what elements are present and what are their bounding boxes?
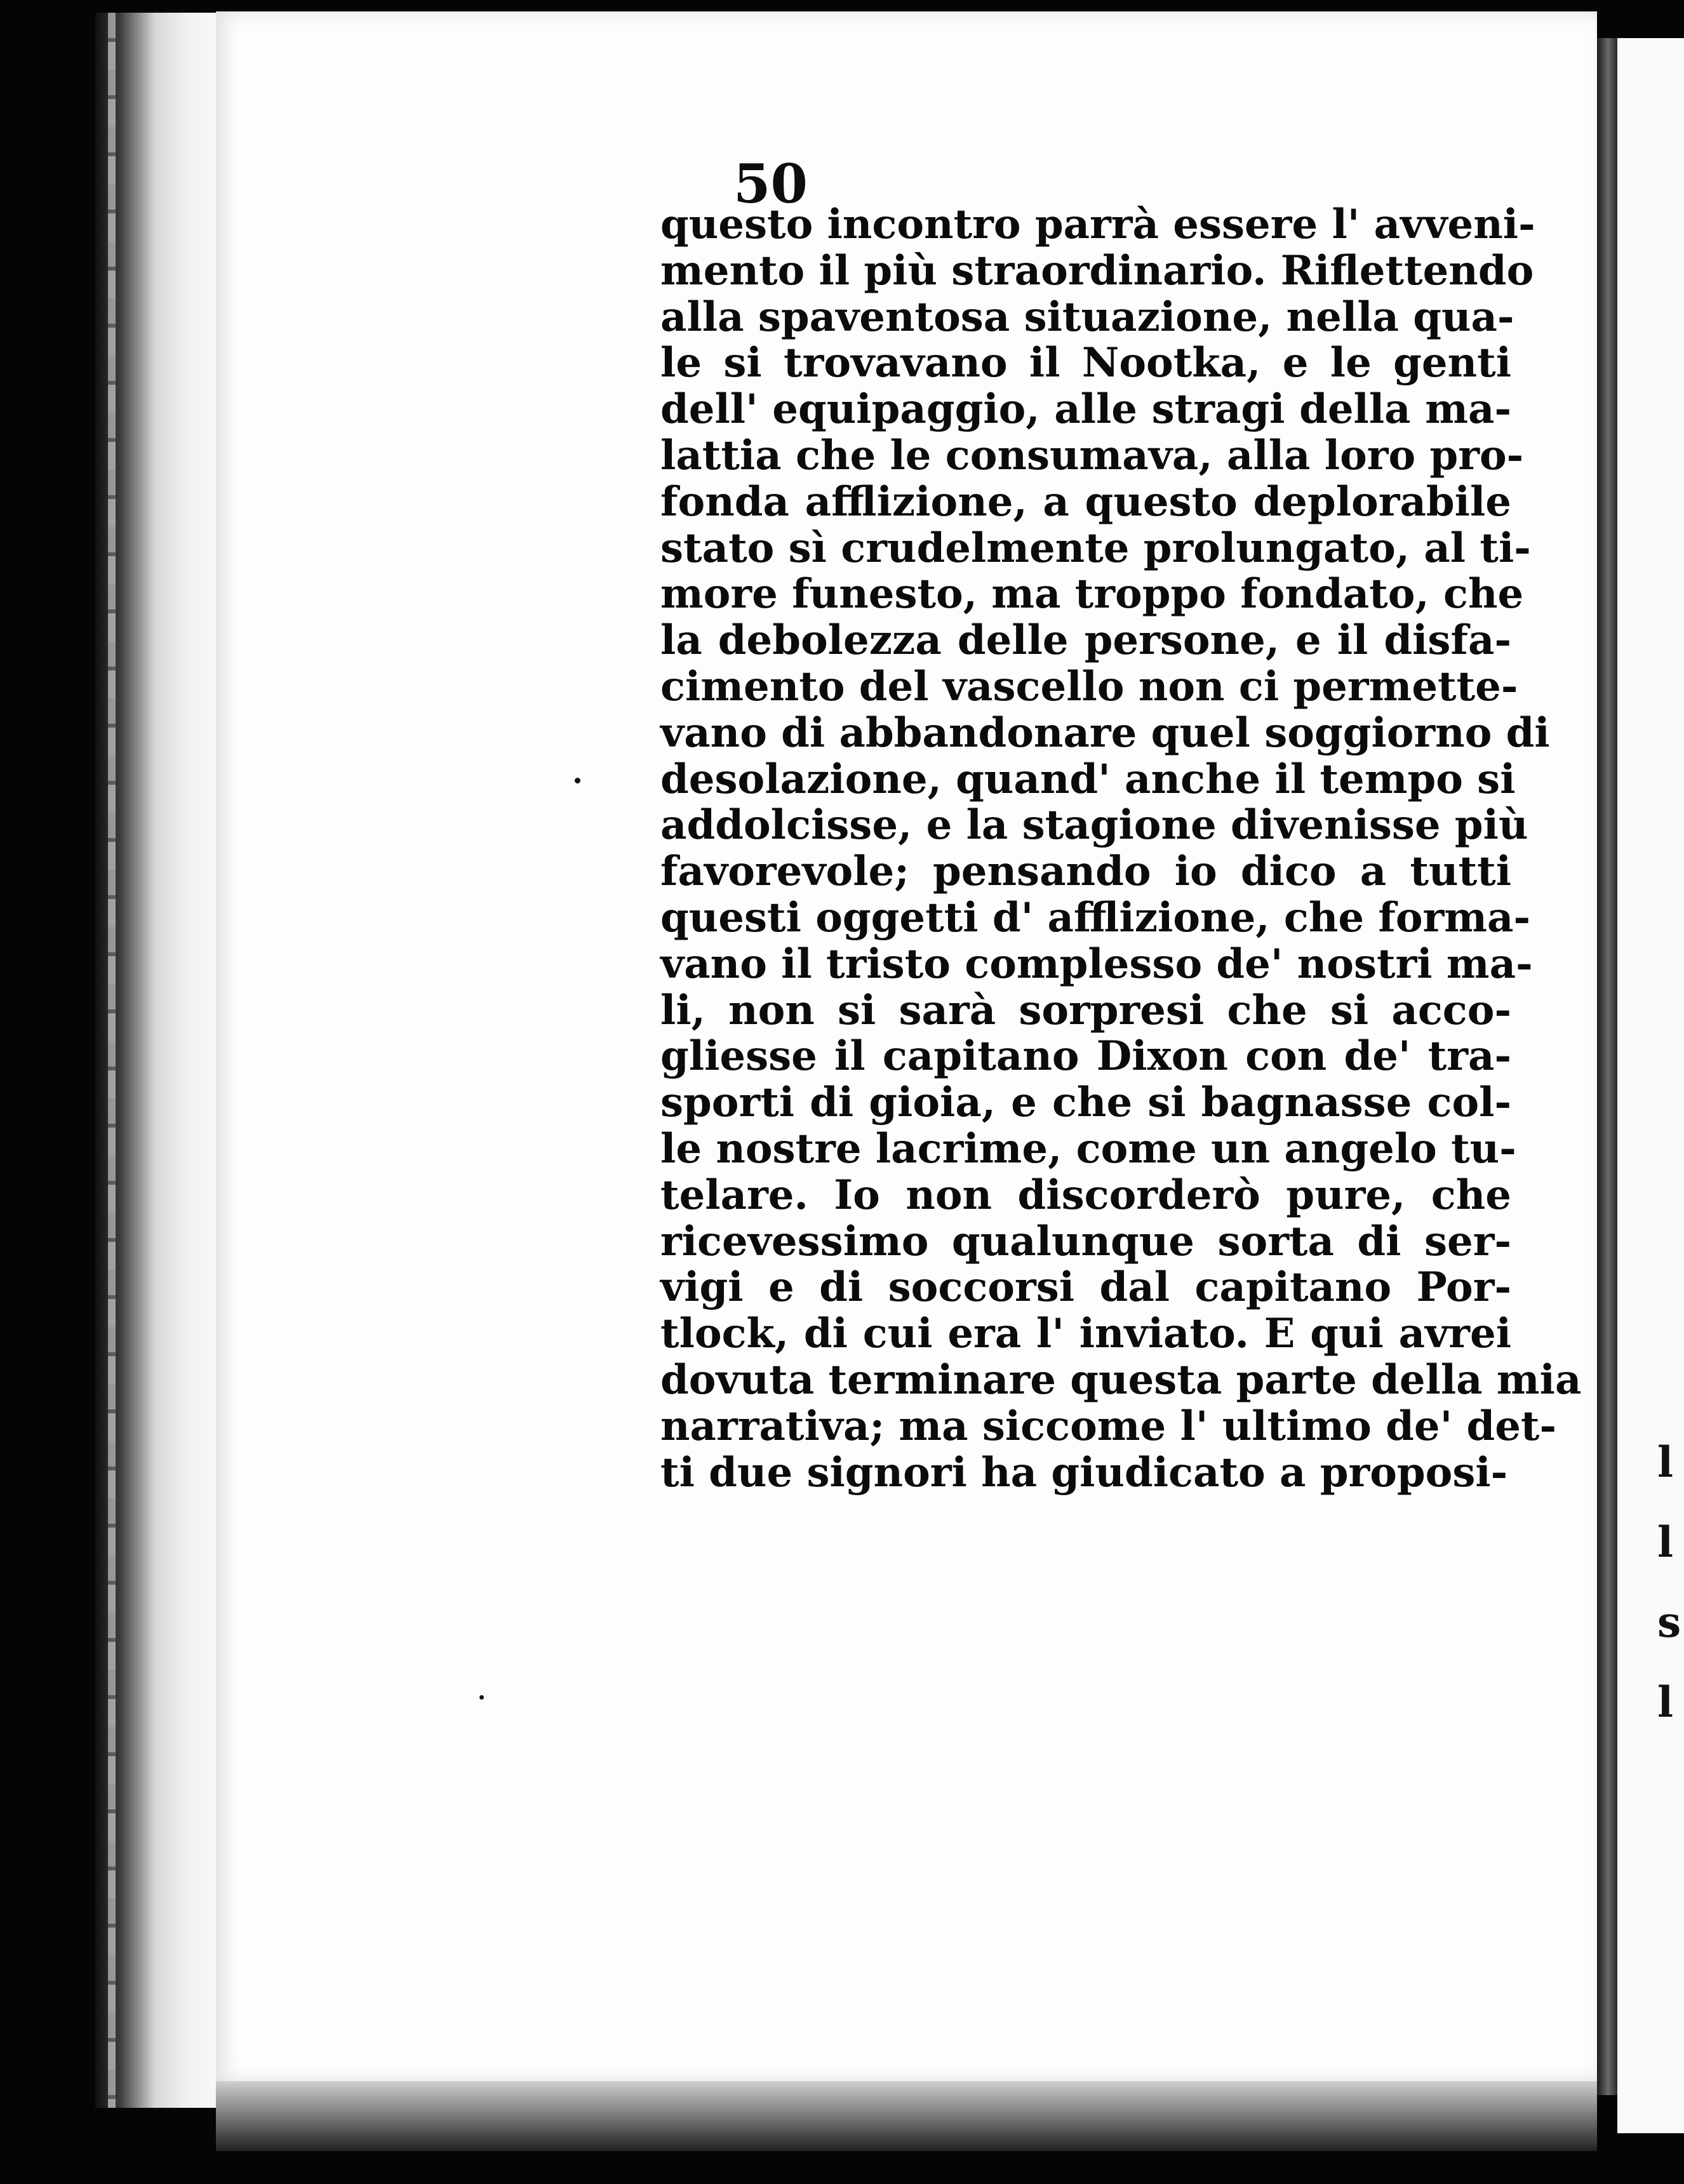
- text-line: vano di abbandonare quel soggiorno di: [660, 709, 1550, 757]
- text-line: narrativa; ma siccome l' ultimo de' det-: [660, 1402, 1557, 1450]
- facing-letter: l: [1657, 1677, 1674, 1727]
- text-line: dell' equipaggio, alle stragi della ma-: [660, 385, 1511, 434]
- facing-page-letters: [1657, 1422, 1684, 1742]
- body-text: [660, 201, 1582, 1496]
- facing-letter: l: [1657, 1517, 1674, 1567]
- text-line: questi oggetti d' afflizione, che forma-: [660, 893, 1531, 942]
- facing-letter: s: [1657, 1597, 1681, 1647]
- text-line: tlock, di cui era l' inviato. E qui avrei: [660, 1310, 1511, 1358]
- scan-speck: [575, 778, 580, 783]
- page-number: 50: [733, 152, 808, 215]
- text-line: lattia che le consumava, alla loro pro-: [660, 431, 1524, 479]
- text-line: le nostre lacrime, come un angelo tu-: [660, 1124, 1516, 1173]
- book-gutter: [1597, 38, 1617, 2095]
- text-line: vano il tristo complesso de' nostri ma-: [660, 940, 1533, 988]
- text-line: cimento del vascello non ci permette-: [660, 662, 1518, 710]
- text-line: sporti di gioia, e che si bagnasse col-: [660, 1079, 1511, 1127]
- text-line: le si trovavano il Nootka, e le genti: [660, 339, 1511, 387]
- page-edge-stack: [95, 13, 229, 2108]
- text-line: ricevessimo qualunque sorta di ser-: [660, 1217, 1511, 1265]
- text-line: telare. Io non discorderò pure, che: [660, 1171, 1511, 1219]
- text-line: dovuta terminare questa parte della mia: [660, 1355, 1582, 1404]
- scan-speck: [479, 1695, 484, 1700]
- text-line: addolcisse, e la stagione divenisse più: [660, 801, 1528, 849]
- text-line: stato sì crudelmente prolungato, al ti-: [660, 524, 1531, 572]
- text-line: la debolezza delle persone, e il disfa-: [660, 616, 1511, 665]
- text-line: questo incontro parrà essere l' avveni-: [660, 201, 1535, 248]
- text-line: more funesto, ma troppo fondato, che: [660, 570, 1524, 618]
- text-line: vigi e di soccorsi dal capitano Por-: [660, 1263, 1511, 1312]
- text-line: ti due signori ha giudicato a proposi-: [660, 1448, 1508, 1496]
- text-line: fonda afflizione, a questo deplorabile: [660, 477, 1511, 526]
- text-line: mento il più straordinario. Riflettendo: [660, 246, 1534, 295]
- text-line: desolazione, quand' anche il tempo si: [660, 755, 1516, 803]
- text-line: li, non si sarà sorpresi che si acco-: [660, 986, 1511, 1034]
- facing-letter: l: [1657, 1437, 1674, 1487]
- page-bottom-shadow: [216, 2081, 1597, 2151]
- facing-page-edge: [1617, 38, 1684, 2133]
- text-line: alla spaventosa situazione, nella qua-: [660, 293, 1514, 341]
- text-line: favorevole; pensando io dico a tutti: [660, 848, 1511, 896]
- text-line: gliesse il capitano Dixon con de' tra-: [660, 1032, 1511, 1081]
